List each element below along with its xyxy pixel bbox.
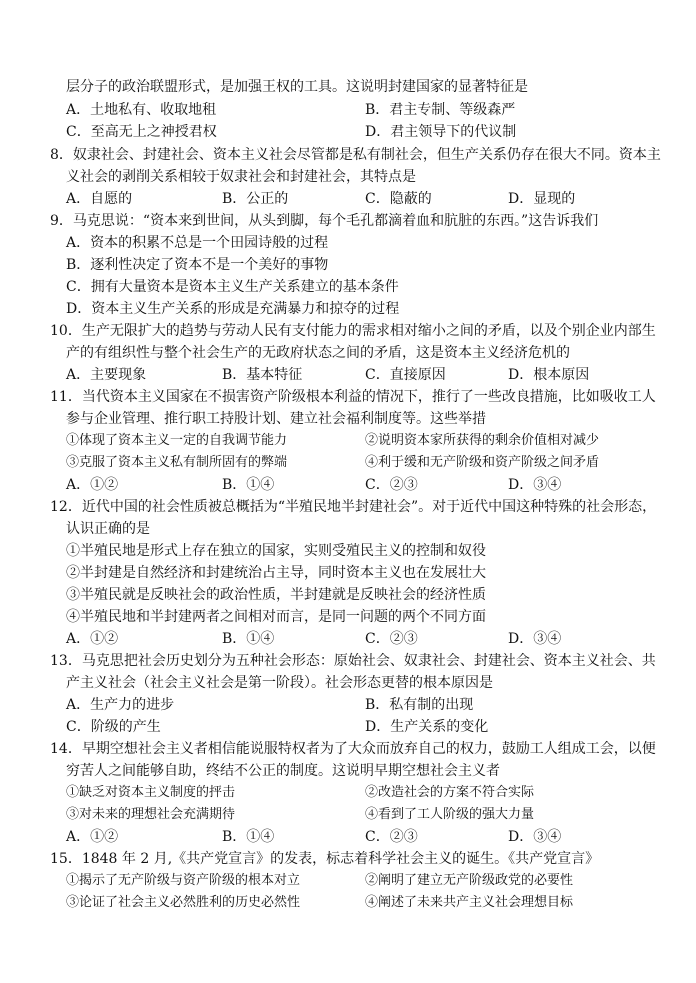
q12-option-c: C．②③ xyxy=(365,631,418,647)
q9-option-b: B．逐利性决定了资本不是一个美好的事物 xyxy=(66,257,329,273)
q10-stem-line-2: 产的有组织性与整个社会生产的无政府状态之间的矛盾，这是资本主义经济危机的 xyxy=(66,345,570,361)
q14-item-4: ④看到了工人阶级的强大力量 xyxy=(365,807,535,822)
q7-option-a: A．土地私有、收取地租 xyxy=(66,102,217,118)
q8-option-b: B．公正的 xyxy=(222,191,289,207)
q11-option-c: C．②③ xyxy=(365,477,418,493)
q13-stem-line-1: 13．马克思把社会历史划分为五种社会形态：原始社会、奴隶社会、封建社会、资本主义社会、共 xyxy=(50,653,656,669)
q12-item-2: ②半封建是自然经济和封建统治占主导，同时资本主义也在发展壮大 xyxy=(66,565,486,581)
q13-option-a: A．生产力的进步 xyxy=(66,697,175,713)
q11-item-3: ③克服了资本主义私有制所固有的弊端 xyxy=(66,455,288,470)
q9-option-d: D．资本主义生产关系的形成是充满暴力和掠夺的过程 xyxy=(66,301,400,317)
q11-stem-line-1: 11．当代资本主义国家在不损害资产阶级根本利益的情况下，推行了一些改良措施，比如吸收工人 xyxy=(50,389,656,405)
q11-stem-line-2: 参与企业管理、推行职工持股计划、建立社会福利制度等。这些举措 xyxy=(66,411,486,427)
q12-item-3: ③半殖民就是反映社会的政治性质，半封建就是反映社会的经济性质 xyxy=(66,587,486,603)
q8-option-c: C．隐蔽的 xyxy=(365,191,432,207)
q7-option-c: C．至高无上之神授君权 xyxy=(66,124,217,140)
q12-item-4: ④半殖民地和半封建两者之间相对而言，是同一问题的两个不同方面 xyxy=(66,609,486,625)
q12-option-d: D．③④ xyxy=(508,631,562,647)
q10-stem-line-1: 10．生产无限扩大的趋势与劳动人民有支付能力的需求相对缩小之间的矛盾，以及个别企业内部生 xyxy=(50,323,656,339)
q15-item-2: ②阐明了建立无产阶级政党的必要性 xyxy=(365,873,574,888)
q15-item-1: ①揭示了无产阶级与资产阶级的根本对立 xyxy=(66,873,301,888)
q8-stem-line-2: 义社会的剥削关系相较于奴隶社会和封建社会，其特点是 xyxy=(66,169,416,185)
q11-option-b: B．①④ xyxy=(222,477,275,493)
q14-stem-line-2: 穷苦人之间能够自助，终结不公正的制度。这说明早期空想社会主义者 xyxy=(66,763,500,779)
q8-option-d: D．显现的 xyxy=(508,191,576,207)
q14-item-2: ②改造社会的方案不符合实际 xyxy=(365,785,535,800)
q7-option-b: B．君主专制、等级森严 xyxy=(365,102,516,118)
q15-item-4: ④阐述了未来共产主义社会理想目标 xyxy=(365,895,574,910)
q12-option-a: A．①② xyxy=(66,631,119,647)
q10-option-d: D．根本原因 xyxy=(508,367,590,383)
q13-option-c: C．阶级的产生 xyxy=(66,719,161,735)
q8-stem-line-1: 8．奴隶社会、封建社会、资本主义社会尽管都是私有制社会，但生产关系仍存在很大不同。资本主 xyxy=(50,147,661,163)
q11-option-a: A．①② xyxy=(66,477,119,493)
q15-stem: 15．1848 年 2 月,《共产党宣言》的发表，标志着科学社会主义的诞生。《共产党宣言》 xyxy=(50,851,600,867)
q13-option-b: B．私有制的出现 xyxy=(365,697,474,713)
q12-stem-line-2: 认识正确的是 xyxy=(66,521,150,537)
q14-option-d: D．③④ xyxy=(508,829,562,845)
q9-option-a: A．资本的积累不总是一个田园诗般的过程 xyxy=(66,235,329,251)
q13-option-d: D．生产关系的变化 xyxy=(365,719,489,735)
q11-item-2: ②说明资本家所获得的剩余价值相对减少 xyxy=(365,433,600,448)
q9-stem: 9．马克思说：“资本来到世间，从头到脚，每个毛孔都滴着血和肮脏的东西。”这告诉我们 xyxy=(50,213,599,229)
q12-stem-line-1: 12．近代中国的社会性质被总概括为“半殖民地半封建社会”。对于近代中国这种特殊的社会形态， xyxy=(50,499,657,515)
q14-option-b: B．①④ xyxy=(222,829,275,845)
q8-option-a: A．自愿的 xyxy=(66,191,133,207)
q10-option-a: A．主要现象 xyxy=(66,367,147,383)
q14-option-c: C．②③ xyxy=(365,829,418,845)
q11-option-d: D．③④ xyxy=(508,477,562,493)
q10-option-c: C．直接原因 xyxy=(365,367,446,383)
q7-stem-continuation: 层分子的政治联盟形式，是加强王权的工具。这说明封建国家的显著特征是 xyxy=(66,79,528,95)
q9-option-c: C．拥有大量资本是资本主义生产关系建立的基本条件 xyxy=(66,279,399,295)
q7-option-d: D．君主领导下的代议制 xyxy=(365,124,517,140)
q11-item-1: ①体现了资本主义一定的自我调节能力 xyxy=(66,433,288,448)
q12-option-b: B．①④ xyxy=(222,631,275,647)
q14-option-a: A．①② xyxy=(66,829,119,845)
q10-option-b: B．基本特征 xyxy=(222,367,303,383)
q12-item-1: ①半殖民地是形式上存在独立的国家，实则受殖民主义的控制和奴役 xyxy=(66,543,486,559)
q14-item-1: ①缺乏对资本主义制度的抨击 xyxy=(66,785,236,800)
q11-item-4: ④利于缓和无产阶级和资产阶级之间矛盾 xyxy=(365,455,600,470)
q15-item-3: ③论证了社会主义必然胜利的历史必然性 xyxy=(66,895,301,910)
q13-stem-line-2: 产主义社会（社会主义社会是第一阶段）。社会形态更替的根本原因是 xyxy=(66,675,493,691)
q14-stem-line-1: 14．早期空想社会主义者相信能说服特权者为了大众而放弃自己的权力，鼓励工人组成工会，以便 xyxy=(50,741,656,757)
q14-item-3: ③对未来的理想社会充满期待 xyxy=(66,807,236,822)
